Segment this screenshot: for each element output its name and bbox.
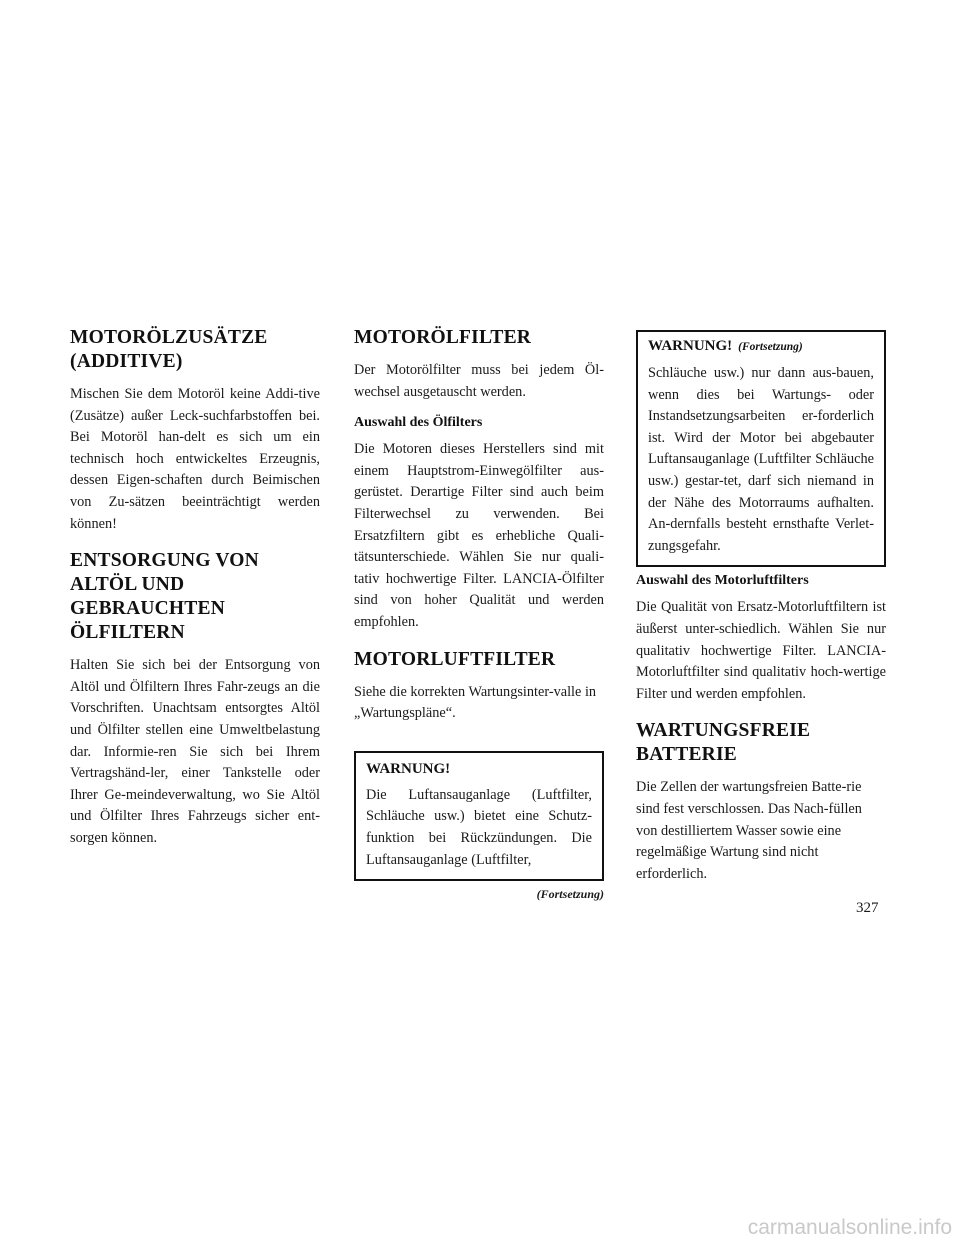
paragraph-wartungsintervalle: Siehe die korrekten Wartungsinter-valle in „Wartungspläne“. — [354, 683, 597, 722]
subheading-auswahl-luftfilter: Auswahl des Motorluftfilters — [636, 573, 809, 589]
warning-box — [354, 751, 604, 881]
paragraph-entsorgung: Halten Sie sich bei der Entsorgung von Altöl und Ölfiltern Ihres Fahr-zeugs an die Vorschriften. Unachtsam entsorgtes Altöl und Ölfilter stellen eine Umweltbelastung dar. Informie-ren Sie sich bei Ihrem Vertragshänd-ler, einer Tankstelle oder Ihrer Ge-meindeverwaltung, wo Sie Altöl und Ölfilter Ihres Fahrzeugs sicher ent-sorgen können. — [70, 657, 320, 846]
heading-entsorgung: ENTSORGUNG VON ALTÖL UND GEBRAUCHTEN ÖLFILTERN — [70, 550, 259, 644]
paragraph-oelfilter-wechsel: Der Motorölfilter muss bei jedem Öl-wechsel ausgetauscht werden. — [354, 362, 604, 400]
warning-text: Die Luftansauganlage (Luftfilter, Schläuche usw.) bietet eine Schutz-funktion bei Rückzündungen. Die Luftansauganlage (Luftfilter, — [366, 786, 592, 868]
warning-text-continued: Schläuche usw.) nur dann aus-bauen, wenn dies bei Wartungs- oder Instandsetzungsarbeiten er-forderlich ist. Wird der Motor bei abgebauter Luftansauganlage (Luftfilter Schläuche usw.) gestar-tet, darf sich niemand in der Nähe des Motorraums aufhalten. An-dernfalls besteht ernsthafte Verlet-zungsgefahr. — [648, 365, 874, 554]
continued-label: (Fortsetzung) — [738, 341, 803, 353]
warning-box-continued — [636, 330, 886, 567]
paragraph-auswahl-oelfilter: Die Motoren dieses Herstellers sind mit einem Hauptstrom-Einwegölfilter aus-gerüstet. Derartige Filter sind auch beim Filterwechsel zu verwenden. Bei Ersatzfiltern gibt es erhebliche Quali-tätsunterschiede. Wählen Sie nur quali-tativ hochwertige Filter. LANCIA-Ölfilter sind von hoher Qualität und werden empfohlen. — [354, 441, 604, 630]
paragraph-batterie: Die Zellen der wartungsfreien Batte-rie sind fest verschlossen. Das Nach-füllen von destilliertem Wasser sowie eine regelmäßige Wartung sind nicht erforderlich. — [636, 779, 862, 882]
paragraph-auswahl-luftfilter: Die Qualität von Ersatz-Motorluftfiltern ist äußerst unter-schiedlich. Wählen Sie nur qualitativ hochwertige Filter. LANCIA-Motorluftfilter sind qualitativ hoch-wertige Filter und werden empfohlen. — [636, 599, 886, 702]
heading-motorluftfilter: MOTORLUFTFILTER — [354, 648, 556, 670]
subheading-auswahl-oelfilter: Auswahl des Ölfilters — [354, 415, 483, 431]
column-3 — [636, 326, 886, 895]
watermark-text: carmanualsonline.info — [747, 1216, 952, 1239]
paragraph-additive: Mischen Sie dem Motoröl keine Addi-tive (Zusätze) außer Leck-suchfarbstoffen bei. Bei Motoröl han-delt es sich um ein technisch hoch entwickeltes Erzeugnis, dessen Eigen-schaften durch Beimischen von Zu-sätzen beeinträchtigt werden können! — [70, 386, 320, 532]
heading-motoroelfilter: MOTORÖLFILTER — [354, 327, 532, 348]
page-number: 327 — [856, 900, 879, 916]
warning-title-text: WARNUNG! — [648, 338, 733, 354]
warning-title-continued — [648, 336, 874, 357]
heading-motoroelzusaetze: MOTORÖLZUSÄTZE (ADDITIVE) — [70, 327, 268, 372]
warning-title: WARNUNG! — [366, 760, 451, 777]
watermark — [0, 1216, 960, 1242]
heading-wartungsfreie-batterie: WARTUNGSFREIE BATTERIE — [636, 720, 811, 766]
column-1 — [70, 326, 320, 860]
column-2 — [354, 326, 604, 902]
continued-label: (Fortsetzung) — [536, 887, 604, 902]
